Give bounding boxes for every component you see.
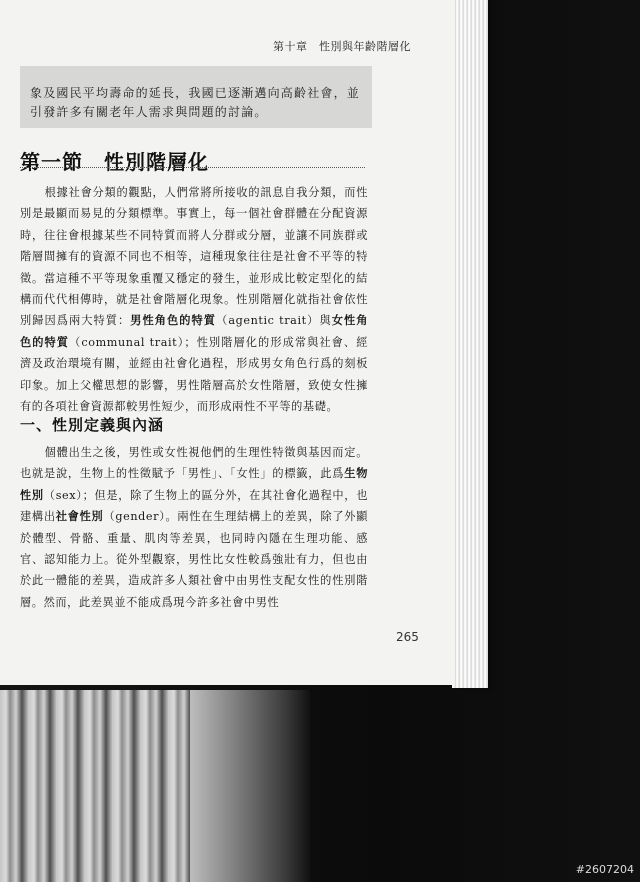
scanner-glare [0,690,190,882]
page-number: 265 [396,630,419,644]
term-agentic: 男性角色的特質 [130,313,217,328]
para-text: （sex）；但是，除了生物上的區分外，在其社會化過程中，也建構出 [20,488,368,524]
subsection-title: 一、性別定義與內涵 [20,416,165,434]
intro-text: 象及國民平均壽命的延長，我國已逐漸邁向高齡社會，並引發許多有關老年人需求與問題的討論。 [30,86,361,119]
running-head: 第十章 性別與年齡階層化 [273,40,411,53]
para-text: （agentic trait）與 [216,314,332,328]
para-text: （communal trait）；性別階層化的形成常與社會、經濟及政治環境有關，並經由社會化過程，形成男女角色行爲的刻板印象。加上父權思想的影響，男性階層高於女性階層，致使女性擁有的各項社會資源都較男性短少，而形成兩性不平等的基礎。 [20,335,368,414]
scanner-shadow [190,690,310,882]
scan-tag: #2607204 [575,863,634,876]
para-text: （gender）。兩性在生理結構上的差異，除了外顯於體型、骨骼、重量、肌肉等差異，也同時內隱在生理功能、感官、認知能力上。從外型觀察，男性比女性較爲強壯有力，但也由於此一體能的差異，造成許多人類社會中由男性支配女性的性別階層。然而，此差異並不能成爲現今許多社會中男性 [20,510,368,609]
page-edges [452,0,488,688]
section-title: 第一節 性別階層化 [20,150,209,174]
term-communal: 女性角色的特質 [20,313,368,349]
para-text: 根據社會分類的觀點，人們常將所接收的訊息自我分類，而性別是最顯而易見的分類標準。事實上，每一個社會群體在分配資源時，往往會根據某些不同特質而將人分群或分層，並讓不同族群或階層間擁有的資源不同也不相等，這種現象往往是社會不平等的特徵。當這種不平等現象重覆又穩定的發生，並形成比較定型化的結構而代代相傳時，就是社會階層化現象。性別階層化就指社會依性別歸因爲兩大特質： [20,186,368,328]
para-text: 個體出生之後，男性或女性視他們的生理性特徵與基因而定。也就是說，生物上的性徵賦予「男性」、「女性」的標籤，此爲 [20,446,368,481]
section-rule [20,167,365,168]
term-gender: 社會性別 [55,509,104,524]
subsection-paragraph [20,442,368,613]
term-sex: 生物性別 [20,466,369,502]
section-paragraph [20,182,368,417]
